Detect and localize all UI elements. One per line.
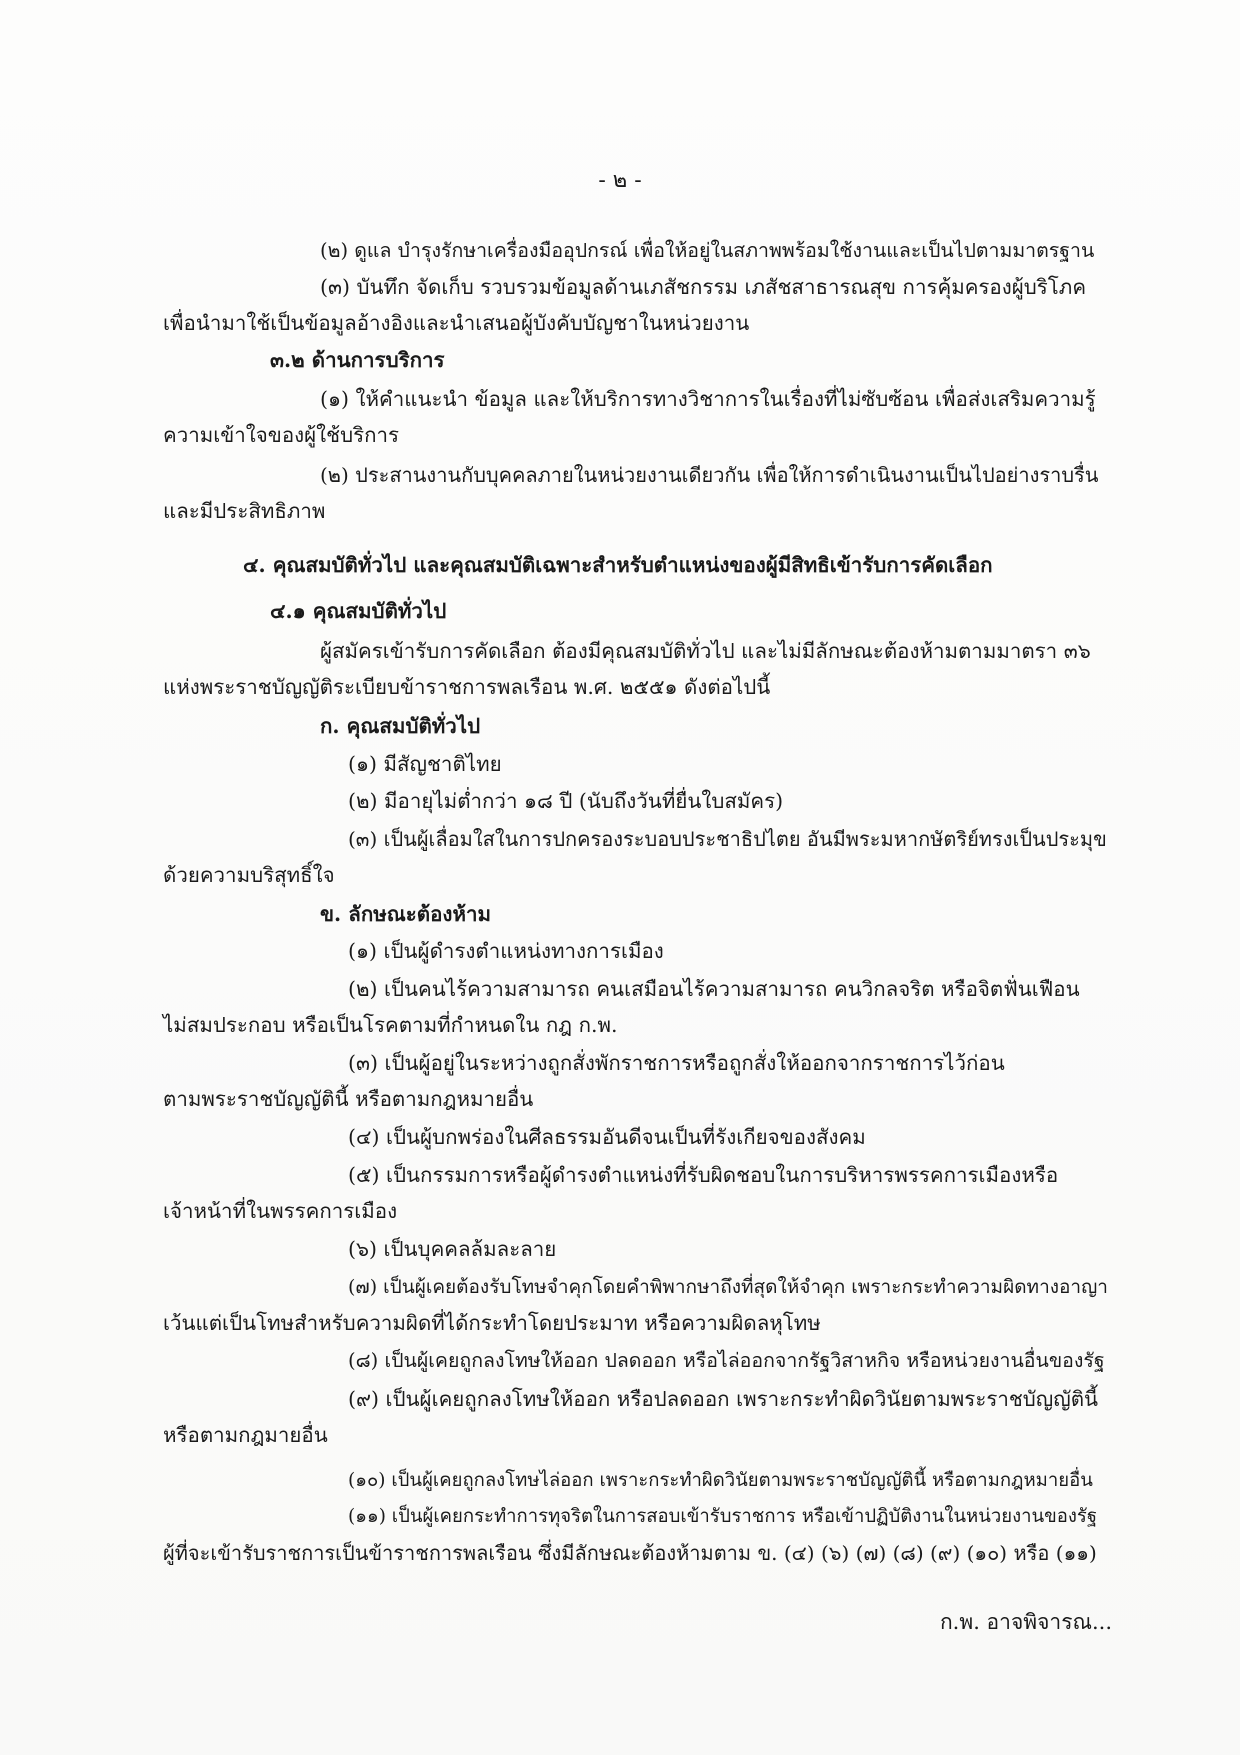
heading-prohibitions: ข. ลักษณะต้องห้าม [320, 902, 491, 926]
heading-3-2: ๓.๒ ด้านการบริการ [270, 348, 445, 372]
prohibition-4: (๔) เป็นผู้บกพร่องในศีลธรรมอันดีจนเป็นที่รังเกียจของสังคม [348, 1125, 866, 1149]
prohibition-2-line2: ไม่สมประกอบ หรือเป็นโรคตามที่กำหนดใน กฎ ก.พ. [163, 1013, 618, 1037]
prohibition-1: (๑) เป็นผู้ดำรงตำแหน่งทางการเมือง [348, 939, 664, 963]
intro-line1: ผู้สมัครเข้ารับการคัดเลือก ต้องมีคุณสมบัติทั่วไป และไม่มีลักษณะต้องห้ามตามมาตรา ๓๖ [320, 639, 1091, 663]
heading-4-1: ๔.๑ คุณสมบัติทั่วไป [270, 599, 447, 623]
prohibition-5-line1: (๕) เป็นกรรมการหรือผู้ดำรงตำแหน่งที่รับผิดชอบในการบริหารพรรคการเมืองหรือ [348, 1163, 1059, 1187]
prohibition-11-line2: ผู้ที่จะเข้ารับราชการเป็นข้าราชการพลเรือน ซึ่งมีลักษณะต้องห้ามตาม ข. (๔) (๖) (๗) (๘) (๙) (๑๐) หรือ (๑๑) [163, 1541, 1097, 1565]
item-3-2-2-line1: (๒) ประสานงานกับบุคคลภายในหน่วยงานเดียวกัน เพื่อให้การดำเนินงานเป็นไปอย่างราบรื่น [320, 463, 1099, 487]
intro-line2: แห่งพระราชบัญญัติระเบียบข้าราชการพลเรือน พ.ศ. ๒๕๕๑ ดังต่อไปนี้ [163, 675, 771, 699]
prohibition-2-line1: (๒) เป็นคนไร้ความสามารถ คนเสมือนไร้ความสามารถ คนวิกลจริต หรือจิตฟั่นเฟือน [348, 977, 1080, 1001]
prohibition-7-line1: (๗) เป็นผู้เคยต้องรับโทษจำคุกโดยคำพิพากษาถึงที่สุดให้จำคุก เพราะกระทำความผิดทางอาญา [348, 1276, 1108, 1298]
prohibition-5-line2: เจ้าหน้าที่ในพรรคการเมือง [163, 1199, 398, 1223]
item-3-1-3-line2: เพื่อนำมาใช้เป็นข้อมูลอ้างอิงและนำเสนอผู้บังคับบัญชาในหน่วยงาน [163, 311, 750, 335]
item-3-1-3-line1: (๓) บันทึก จัดเก็บ รวบรวมข้อมูลด้านเภสัชกรรม เภสัชสาธารณสุข การคุ้มครองผู้บริโภค [320, 275, 1087, 299]
qual-3-line2: ด้วยความบริสุทธิ์ใจ [163, 863, 335, 887]
item-3-2-1-line1: (๑) ให้คำแนะนำ ข้อมูล และให้บริการทางวิชาการในเรื่องที่ไม่ซับซ้อน เพื่อส่งเสริมความรู้ [320, 387, 1096, 411]
footer-continuation: ก.พ. อาจพิจารณ... [939, 1610, 1112, 1634]
prohibition-11-line1: (๑๑) เป็นผู้เคยกระทำการทุจริตในการสอบเข้ารับราชการ หรือเข้าปฏิบัติงานในหน่วยงานของรัฐ [348, 1506, 1098, 1527]
prohibition-3-line2: ตามพระราชบัญญัตินี้ หรือตามกฎหมายอื่น [163, 1087, 534, 1111]
page-number: - ๒ - [598, 168, 642, 193]
item-3-2-2-line2: และมีประสิทธิภาพ [163, 499, 326, 523]
heading-4: ๔. คุณสมบัติทั่วไป และคุณสมบัติเฉพาะสำหรับตำแหน่งของผู้มีสิทธิเข้ารับการคัดเลือก [243, 553, 993, 577]
qual-1: (๑) มีสัญชาติไทย [348, 752, 502, 776]
qual-3-line1: (๓) เป็นผู้เลื่อมใสในการปกครองระบอบประชาธิปไตย อันมีพระมหากษัตริย์ทรงเป็นประมุข [348, 827, 1107, 851]
prohibition-10: (๑๐) เป็นผู้เคยถูกลงโทษไล่ออก เพราะกระทำผิดวินัยตามพระราชบัญญัตินี้ หรือตามกฎหมายอื่น [348, 1470, 1093, 1491]
prohibition-9-line1: (๙) เป็นผู้เคยถูกลงโทษให้ออก หรือปลดออก เพราะกระทำผิดวินัยตามพระราชบัญญัตินี้ [348, 1387, 1099, 1411]
qual-2: (๒) มีอายุไม่ต่ำกว่า ๑๘ ปี (นับถึงวันที่ยื่นใบสมัคร) [348, 789, 784, 813]
prohibition-9-line2: หรือตามกฎมายอื่น [163, 1423, 328, 1447]
prohibition-7-line2: เว้นแต่เป็นโทษสำหรับความผิดที่ได้กระทำโดยประมาท หรือความผิดลหุโทษ [163, 1311, 821, 1335]
heading-general-qualifications: ก. คุณสมบัติทั่วไป [320, 714, 481, 738]
item-3-2-1-line2: ความเข้าใจของผู้ใช้บริการ [163, 423, 400, 447]
prohibition-6: (๖) เป็นบุคคลล้มละลาย [348, 1237, 557, 1261]
prohibition-8: (๘) เป็นผู้เคยถูกลงโทษให้ออก ปลดออก หรือไล่ออกจากรัฐวิสาหกิจ หรือหน่วยงานอื่นของรัฐ [348, 1349, 1105, 1372]
item-3-1-2: (๒) ดูแล บำรุงรักษาเครื่องมืออุปกรณ์ เพื่อให้อยู่ในสภาพพร้อมใช้งานและเป็นไปตามมาตรฐาน [320, 239, 1095, 262]
prohibition-3-line1: (๓) เป็นผู้อยู่ในระหว่างถูกสั่งพักราชการหรือถูกสั่งให้ออกจากราชการไว้ก่อน [348, 1051, 1005, 1075]
